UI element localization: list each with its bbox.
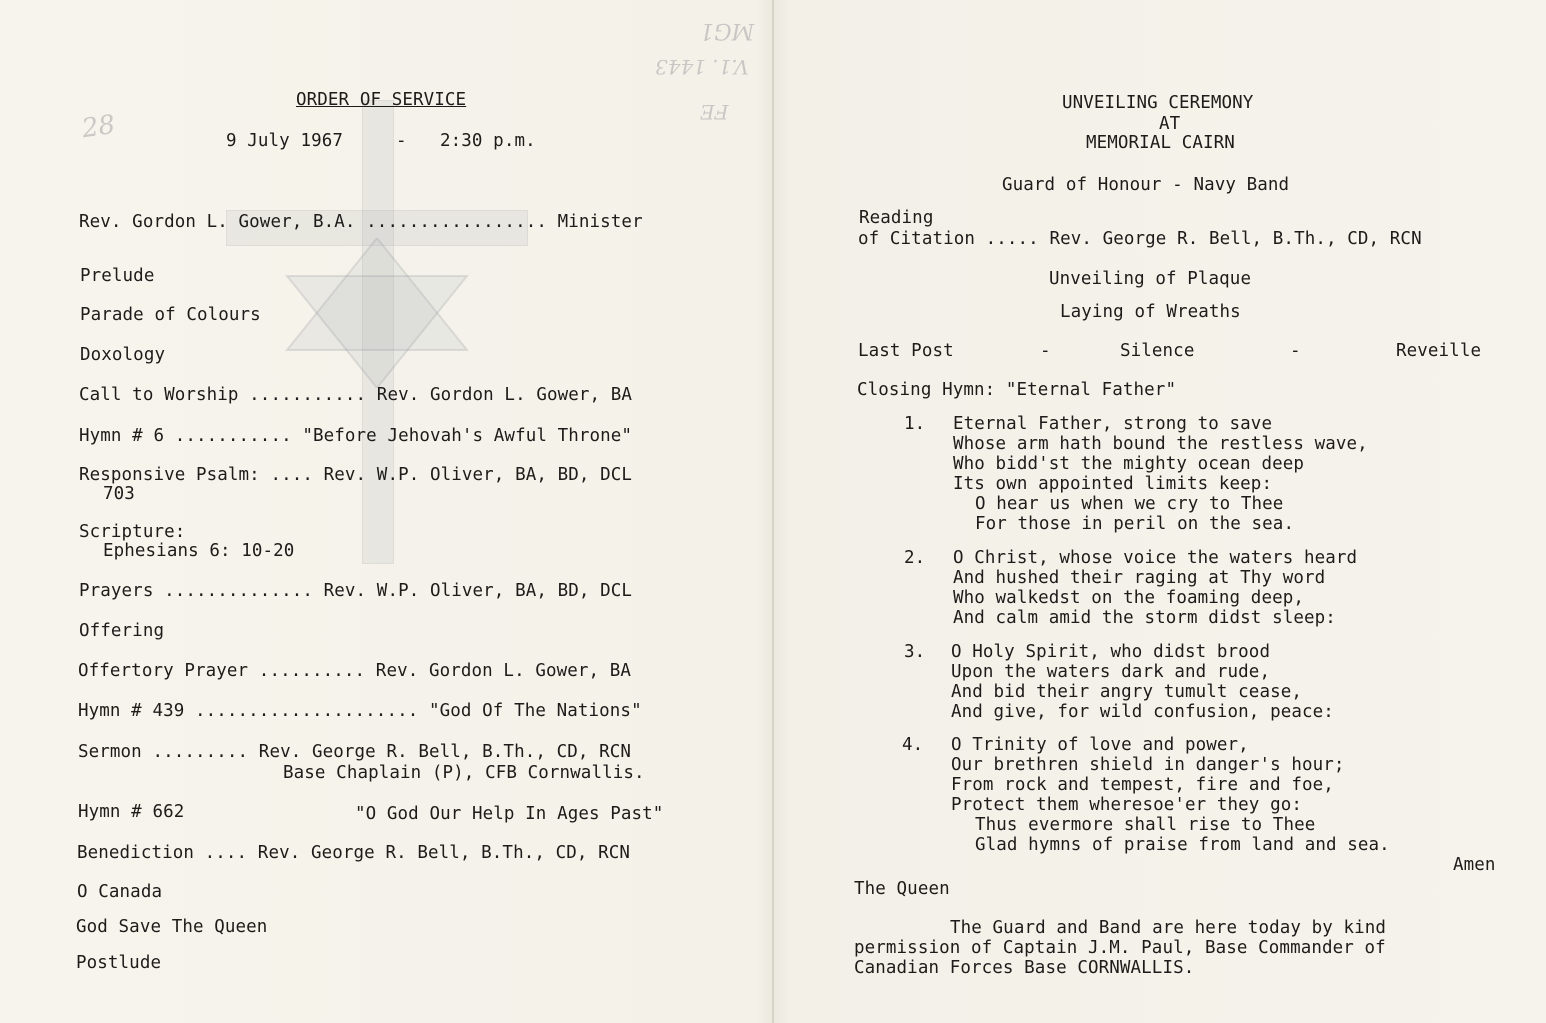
service-item: Hymn # 662 xyxy=(78,802,185,822)
ceremony-title-line: UNVEILING CEREMONY xyxy=(1062,93,1254,113)
service-date: 9 July 1967 xyxy=(226,131,343,151)
verse-line: Upon the waters dark and rude, xyxy=(951,662,1271,682)
closing-note-line: permission of Captain J.M. Paul, Base Commander of xyxy=(854,938,1386,958)
service-item: Hymn # 439 ..................... "God Of The Nations" xyxy=(78,701,642,721)
amen: Amen xyxy=(1453,855,1496,875)
closing-hymn: Closing Hymn: "Eternal Father" xyxy=(857,380,1177,400)
verse-line: From rock and tempest, fire and foe, xyxy=(951,775,1334,795)
service-item: Call to Worship ........... Rev. Gordon L. Gower, BA xyxy=(79,385,633,405)
verse-line: Our brethren shield in danger's hour; xyxy=(951,755,1345,775)
service-item: Offertory Prayer .......... Rev. Gordon L. Gower, BA xyxy=(78,661,632,681)
verse-line: Who bidd'st the mighty ocean deep xyxy=(953,454,1304,474)
verse-line: And calm amid the storm didst sleep: xyxy=(953,608,1336,628)
verse-number: 3. xyxy=(904,642,926,662)
order-of-service-title: ORDER OF SERVICE xyxy=(296,90,467,110)
service-item-detail: 703 xyxy=(103,484,135,504)
pencil-corner-note: 28 xyxy=(80,109,118,145)
verse-number: 1. xyxy=(904,414,926,434)
closing-note-line: The Guard and Band are here today by kind xyxy=(950,918,1387,938)
the-queen: The Queen xyxy=(854,879,950,899)
verse-line: And bid their angry tumult cease, xyxy=(951,682,1302,702)
verse-number: 2. xyxy=(904,548,926,568)
service-item: Postlude xyxy=(76,953,162,973)
verse-line: O Trinity of love and power, xyxy=(951,735,1249,755)
service-item: Doxology xyxy=(80,345,166,365)
service-item: Scripture: xyxy=(79,522,186,542)
reading-label: Reading xyxy=(859,208,934,228)
verse-line: O Christ, whose voice the waters heard xyxy=(953,548,1358,568)
unveiling-plaque: Unveiling of Plaque xyxy=(1049,269,1252,289)
citation-line: of Citation ..... Rev. George R. Bell, B.Th., CD, RCN xyxy=(858,229,1422,249)
service-item: Parade of Colours xyxy=(80,305,261,325)
verse-line: Who walkedst on the foaming deep, xyxy=(953,588,1304,608)
pencil-archive-number: MG1 xyxy=(700,18,755,43)
verse-line: Its own appointed limits keep: xyxy=(953,474,1273,494)
refrain-line: For those in peril on the sea. xyxy=(975,514,1295,534)
service-item-detail: Base Chaplain (P), CFB Cornwallis. xyxy=(283,763,645,783)
pencil-archive-volume: V.1. 1443 xyxy=(655,55,749,79)
service-item: Hymn # 6 ........... "Before Jehovah's Awful Throne" xyxy=(79,426,633,446)
refrain-line: O hear us when we cry to Thee xyxy=(975,494,1284,514)
service-item: Prelude xyxy=(80,266,155,286)
closing-note-line: Canadian Forces Base CORNWALLIS. xyxy=(854,958,1195,978)
service-item: Responsive Psalm: .... Rev. W.P. Oliver, BA, BD, DCL xyxy=(79,465,633,485)
refrain-line: Glad hymns of praise from land and sea. xyxy=(975,835,1390,855)
service-item: God Save The Queen xyxy=(76,917,268,937)
minister-line: Rev. Gordon L. Gower, B.A. ................. Minister xyxy=(79,212,643,232)
verse-line: Eternal Father, strong to save xyxy=(953,414,1273,434)
silence: Silence xyxy=(1120,341,1195,361)
service-item: Benediction .... Rev. George R. Bell, B.Th., CD, RCN xyxy=(77,843,631,863)
ceremony-title-line: MEMORIAL CAIRN xyxy=(1086,133,1235,153)
dash: - xyxy=(1040,341,1051,361)
verse-line: Protect them wheresoe'er they go: xyxy=(951,795,1302,815)
service-item: Offering xyxy=(79,621,165,641)
laying-wreaths: Laying of Wreaths xyxy=(1060,302,1241,322)
service-item-detail: "O God Our Help In Ages Past" xyxy=(355,804,664,824)
bleed-through-text xyxy=(220,615,230,662)
service-time: 2:30 p.m. xyxy=(440,131,536,151)
pencil-archive-code: FE xyxy=(700,100,729,124)
guard-of-honour: Guard of Honour - Navy Band xyxy=(1002,175,1290,195)
verse-line: And give, for wild confusion, peace: xyxy=(951,702,1334,722)
verse-number: 4. xyxy=(902,735,924,755)
last-post: Last Post xyxy=(858,341,954,361)
dash: - xyxy=(1290,341,1301,361)
verse-line: O Holy Spirit, who didst brood xyxy=(951,642,1271,662)
verse-line: And hushed their raging at Thy word xyxy=(953,568,1326,588)
star-of-david-watermark xyxy=(282,238,472,388)
verse-line: Whose arm hath bound the restless wave, xyxy=(953,434,1368,454)
service-item: Sermon ......... Rev. George R. Bell, B.Th., CD, RCN xyxy=(78,742,632,762)
refrain-line: Thus evermore shall rise to Thee xyxy=(975,815,1316,835)
date-time-dash: - xyxy=(396,131,407,151)
service-item-detail: Ephesians 6: 10-20 xyxy=(103,541,295,561)
center-fold xyxy=(772,0,774,1023)
service-item: Prayers .............. Rev. W.P. Oliver, BA, BD, DCL xyxy=(79,581,633,601)
reveille: Reveille xyxy=(1396,341,1482,361)
service-item: O Canada xyxy=(77,882,163,902)
ceremony-title-line: AT xyxy=(1159,114,1181,134)
